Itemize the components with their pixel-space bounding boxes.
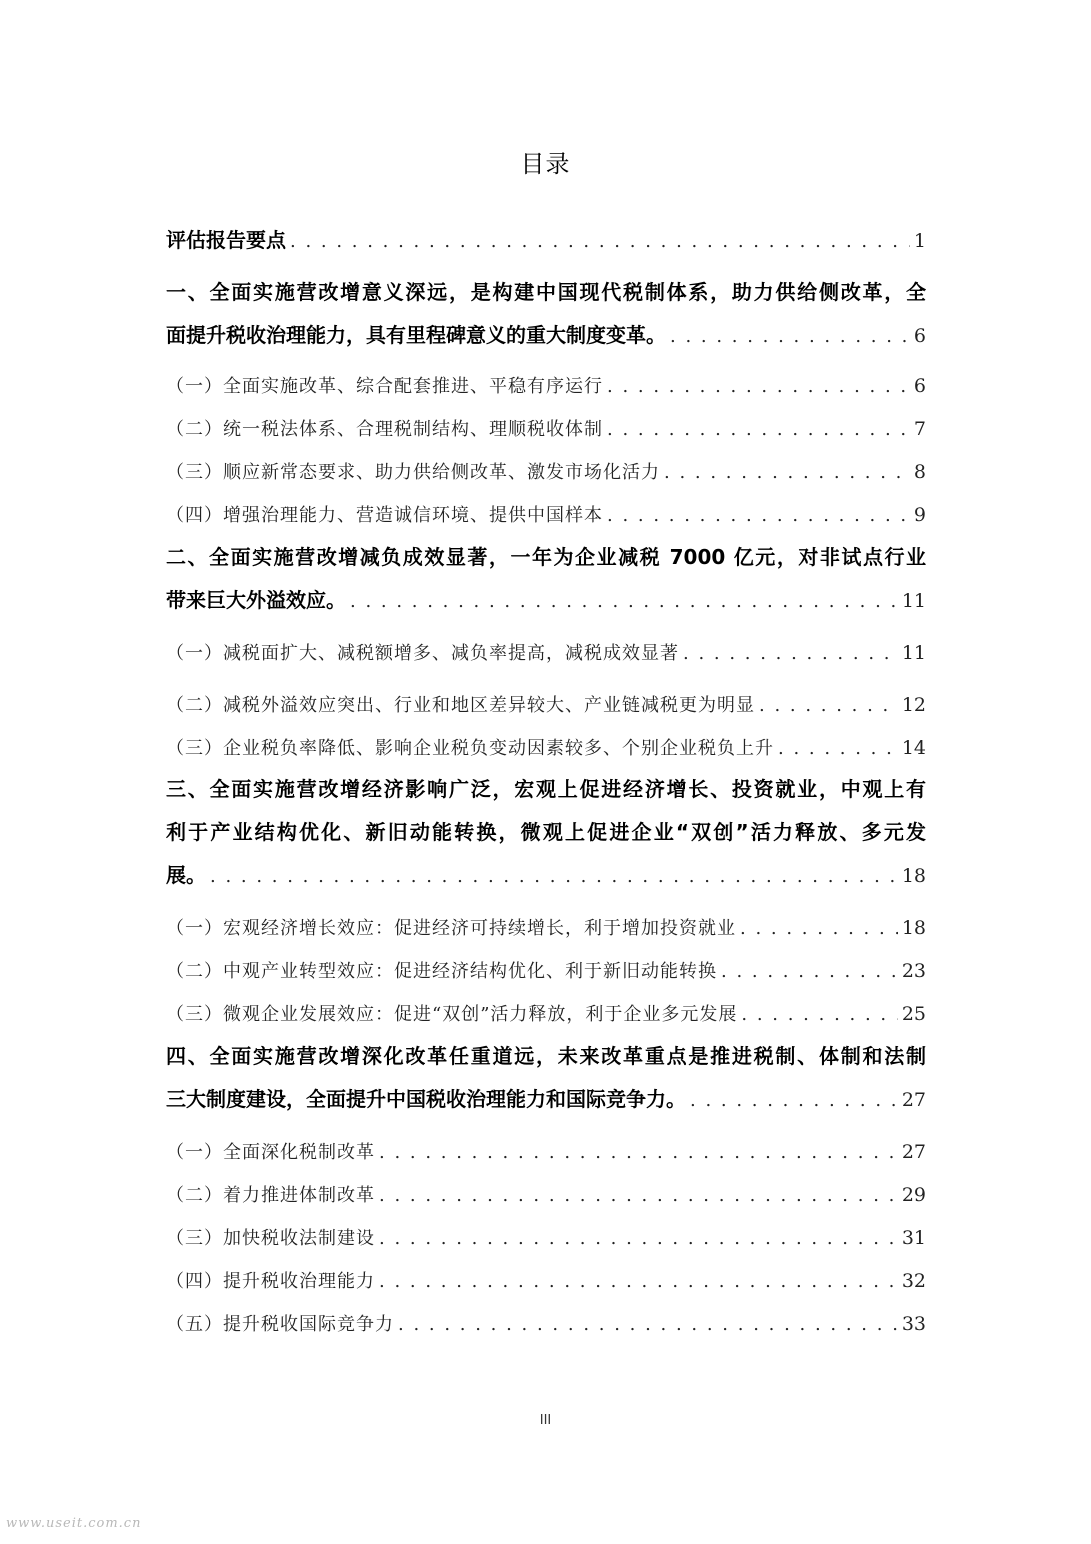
toc-entry-title: 三大制度建设，全面提升中国税收治理能力和国际竞争力。 xyxy=(166,1087,686,1111)
dot-leader xyxy=(759,691,898,721)
toc-entry-title: （二）统一税法体系、合理税制结构、理顺税收体制 xyxy=(166,419,603,440)
toc-page-number: 25 xyxy=(901,1003,926,1025)
toc-entry-title: 展。 xyxy=(166,863,206,887)
toc-line xyxy=(166,733,926,764)
dot-leader xyxy=(740,914,898,944)
toc-page-number: 32 xyxy=(901,1270,926,1292)
dot-leader xyxy=(607,501,910,531)
toc-entry[interactable] xyxy=(166,371,926,402)
dot-leader xyxy=(683,639,898,669)
toc-entry[interactable] xyxy=(166,638,926,669)
dot-leader xyxy=(350,580,898,623)
toc-entry-title: （一）宏观经济增长效应：促进经济可持续增长，利于增加投资就业 xyxy=(166,918,736,939)
toc-page-number: 23 xyxy=(901,960,926,982)
toc-entry-title: （三）顺应新常态要求、助力供给侧改革、激发市场化活力 xyxy=(166,462,660,483)
toc-entry-title: 评估报告要点 xyxy=(166,228,286,252)
toc-entry[interactable] xyxy=(166,1137,926,1168)
toc-line xyxy=(166,1309,926,1340)
toc-entry-title: （三）微观企业发展效应：促进“双创”活力释放，利于企业多元发展 xyxy=(166,1004,738,1025)
toc-entry-title: （四）增强治理能力、营造诚信环境、提供中国样本 xyxy=(166,505,603,526)
toc-line xyxy=(166,579,926,623)
toc-page-number: 29 xyxy=(901,1184,926,1206)
toc-entry[interactable] xyxy=(166,271,926,358)
toc-page-number: 7 xyxy=(913,418,926,440)
toc-line xyxy=(166,999,926,1030)
page-title: 目录 xyxy=(520,150,571,178)
page-folio: III xyxy=(539,1413,552,1428)
dot-leader xyxy=(670,315,910,358)
toc-entry[interactable] xyxy=(166,768,926,898)
toc-line xyxy=(166,500,926,531)
toc-entry[interactable] xyxy=(166,1035,926,1122)
toc-page-number: 6 xyxy=(913,325,926,347)
toc-entry[interactable] xyxy=(166,1309,926,1340)
dot-leader xyxy=(690,1079,898,1122)
toc-entry-title: 面提升税收治理能力，具有里程碑意义的重大制度变革。 xyxy=(166,323,666,347)
toc-entry[interactable] xyxy=(166,414,926,445)
dot-leader xyxy=(741,1000,897,1030)
toc-page-number: 27 xyxy=(901,1141,926,1163)
dot-leader xyxy=(778,734,898,764)
toc-line xyxy=(166,1137,926,1168)
dot-leader xyxy=(379,1138,898,1168)
toc-entry[interactable] xyxy=(166,999,926,1030)
toc-line xyxy=(166,913,926,944)
toc-page-number: 1 xyxy=(913,230,926,252)
toc-entry-title-line: 利于产业结构优化、新旧动能转换，微观上促进企业“双创”活力释放、多元发 xyxy=(166,820,926,844)
dot-leader xyxy=(379,1224,898,1254)
dot-leader xyxy=(379,1267,898,1297)
dot-leader xyxy=(721,957,898,987)
toc-entry[interactable] xyxy=(166,956,926,987)
toc-entry-title: （三）加快税收法制建设 xyxy=(166,1228,375,1249)
toc-line xyxy=(166,457,926,488)
toc-entry[interactable] xyxy=(166,219,926,263)
toc-page-number: 18 xyxy=(901,865,926,887)
toc-entry[interactable] xyxy=(166,733,926,764)
toc-line xyxy=(166,854,926,898)
toc-page-number: 8 xyxy=(913,461,926,483)
toc-entry-title: （一）减税面扩大、减税额增多、减负率提高，减税成效显著 xyxy=(166,643,679,664)
toc-line xyxy=(166,314,926,358)
toc-entry[interactable] xyxy=(166,913,926,944)
toc-entry[interactable] xyxy=(166,1180,926,1211)
toc-entry-title: 带来巨大外溢效应。 xyxy=(166,588,346,612)
toc-page-number: 33 xyxy=(901,1313,926,1335)
toc-page-number: 9 xyxy=(913,504,926,526)
toc-entry-title: （一）全面实施改革、综合配套推进、平稳有序运行 xyxy=(166,376,603,397)
toc-entry-title: （三）企业税负率降低、影响企业税负变动因素较多、个别企业税负上升 xyxy=(166,738,774,759)
watermark: www.useit.com.cn xyxy=(6,1516,142,1531)
toc-page-number: 31 xyxy=(901,1227,926,1249)
toc-line xyxy=(166,414,926,445)
dot-leader xyxy=(210,855,898,898)
toc-entry-title: （二）减税外溢效应突出、行业和地区差异较大、产业链减税更为明显 xyxy=(166,695,755,716)
toc-line xyxy=(166,1266,926,1297)
toc-entry-title: （五）提升税收国际竞争力 xyxy=(166,1314,394,1335)
toc-entry-title: （四）提升税收治理能力 xyxy=(166,1271,375,1292)
toc-line xyxy=(166,371,926,402)
toc-line xyxy=(166,690,926,721)
toc-entry[interactable] xyxy=(166,690,926,721)
toc-entry-title-line: 四、全面实施营改增深化改革任重道远，未来改革重点是推进税制、体制和法制 xyxy=(166,1044,926,1068)
toc-line xyxy=(166,638,926,669)
toc-page-number: 6 xyxy=(913,375,926,397)
toc-page-number: 14 xyxy=(901,737,926,759)
toc-entry[interactable] xyxy=(166,536,926,623)
toc-line xyxy=(166,1078,926,1122)
toc-page-number: 11 xyxy=(901,642,926,664)
dot-leader xyxy=(290,220,910,263)
toc-page-number: 11 xyxy=(901,590,926,612)
toc-entry[interactable] xyxy=(166,1223,926,1254)
toc-line xyxy=(166,1180,926,1211)
toc-page-number: 18 xyxy=(901,917,926,939)
toc-entry[interactable] xyxy=(166,457,926,488)
toc-line xyxy=(166,219,926,263)
toc-entry-title: （二）着力推进体制改革 xyxy=(166,1185,375,1206)
toc-entry-title: （一）全面深化税制改革 xyxy=(166,1142,375,1163)
dot-leader xyxy=(379,1181,898,1211)
dot-leader xyxy=(607,372,910,402)
toc-entry[interactable] xyxy=(166,1266,926,1297)
toc-entry-title-line: 三、全面实施营改增经济影响广泛，宏观上促进经济增长、投资就业，中观上有 xyxy=(166,777,926,801)
toc-line xyxy=(166,1223,926,1254)
toc-entry-title: （二）中观产业转型效应：促进经济结构优化、利于新旧动能转换 xyxy=(166,961,717,982)
toc-entry-title-line: 二、全面实施营改增减负成效显著，一年为企业减税 7000 亿元，对非试点行业 xyxy=(166,545,926,569)
dot-leader xyxy=(607,415,910,445)
toc-line xyxy=(166,956,926,987)
toc-entry[interactable] xyxy=(166,500,926,531)
toc-page-number: 12 xyxy=(901,694,926,716)
toc-entry-title-line: 一、全面实施营改增意义深远，是构建中国现代税制体系，助力供给侧改革，全 xyxy=(166,280,926,304)
dot-leader xyxy=(398,1310,898,1340)
toc-page-number: 27 xyxy=(901,1089,926,1111)
dot-leader xyxy=(664,458,910,488)
